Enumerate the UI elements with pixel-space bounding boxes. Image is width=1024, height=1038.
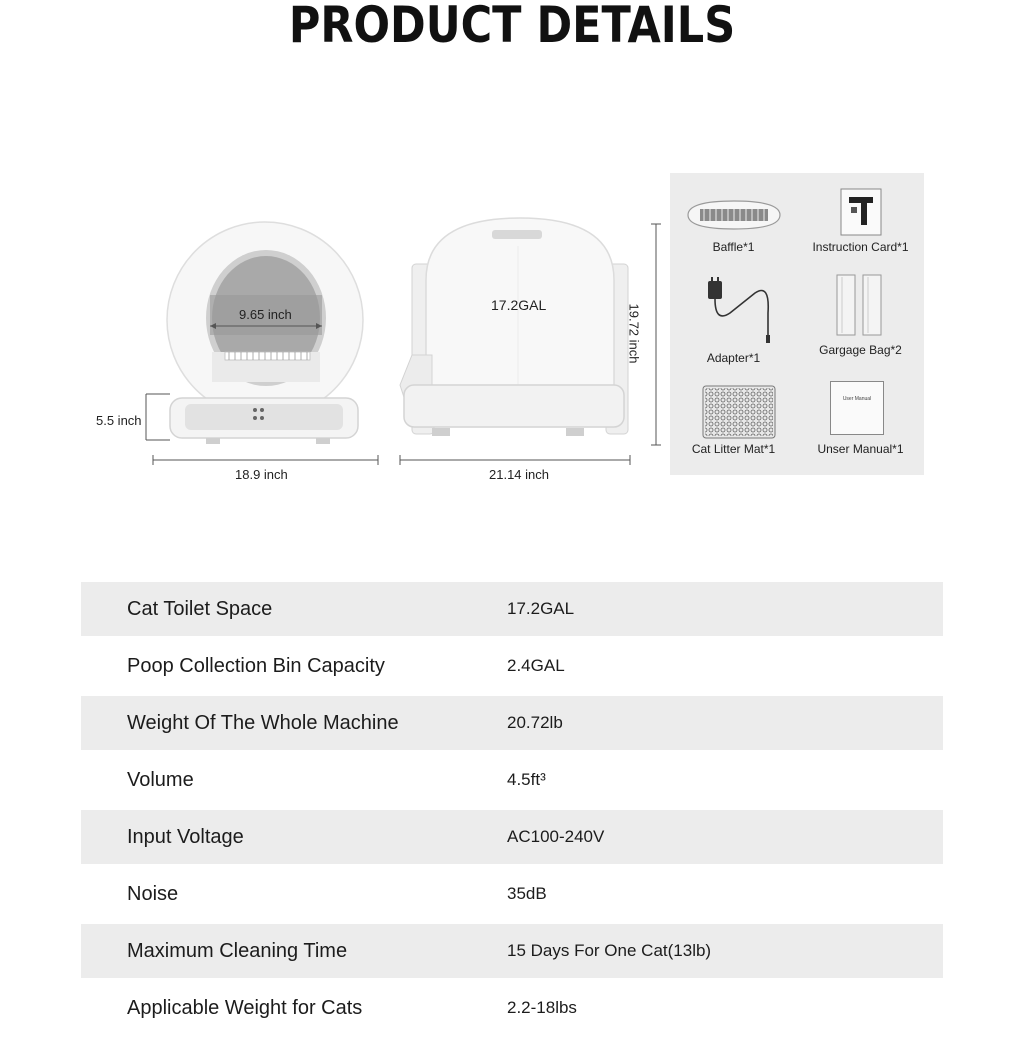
- front-opening-label: 9.65 inch: [239, 307, 292, 322]
- accessory-adapter: [670, 273, 797, 373]
- front-base-height-label: 5.5 inch: [96, 413, 142, 428]
- side-width-label: 21.14 inch: [489, 467, 549, 482]
- spec-label: Volume: [127, 768, 194, 791]
- product-illustration: [0, 160, 670, 490]
- side-capacity-label: 17.2GAL: [491, 297, 547, 313]
- accessory-label: Unser Manual*1: [817, 442, 904, 456]
- accessory-baffle: [670, 173, 797, 273]
- front-grill: [225, 352, 310, 360]
- manual-cover-text: User Manual: [842, 396, 872, 402]
- accessory-garbage-bag: [797, 273, 924, 373]
- baffle-icon: [684, 195, 784, 233]
- spec-table: [81, 582, 943, 1038]
- spec-label: Input Voltage: [127, 825, 244, 848]
- accessory-label: Adapter*1: [706, 351, 761, 365]
- spec-value: AC100-240V: [507, 827, 605, 846]
- accessories-panel: [670, 173, 924, 475]
- adapter-icon: [700, 273, 780, 345]
- spec-label: Applicable Weight for Cats: [127, 996, 363, 1019]
- spec-value: 15 Days For One Cat(13lb): [507, 941, 712, 960]
- spec-label: Maximum Cleaning Time: [127, 939, 348, 962]
- spec-row: [81, 867, 943, 921]
- spec-value: 35dB: [507, 884, 547, 903]
- garbage-bag-icon: [833, 273, 889, 337]
- accessory-label: Instruction Card*1: [812, 240, 909, 254]
- spec-label: Noise: [127, 882, 179, 905]
- spec-value: 17.2GAL: [507, 599, 575, 618]
- front-view-product: [146, 222, 378, 465]
- accessory-label: Cat Litter Mat*1: [691, 442, 776, 456]
- spec-value: 20.72lb: [507, 713, 563, 732]
- spec-value: 2.4GAL: [507, 656, 565, 675]
- accessory-user-manual: [797, 373, 924, 473]
- spec-row: [81, 696, 943, 750]
- page-title: PRODUCT DETAILS: [288, 0, 736, 54]
- spec-value: 2.2-18lbs: [507, 998, 577, 1017]
- front-width-label: 18.9 inch: [235, 467, 288, 482]
- spec-row: [81, 810, 943, 864]
- spec-row: [81, 924, 943, 978]
- spec-row: [81, 582, 943, 636]
- side-view-product: [400, 218, 661, 465]
- side-height-label: 19.72 inch: [626, 303, 642, 364]
- spec-label: Weight Of The Whole Machine: [127, 711, 399, 734]
- accessory-instruction-card: [797, 173, 924, 273]
- spec-label: Poop Collection Bin Capacity: [127, 654, 385, 677]
- spec-row: [81, 639, 943, 693]
- accessory-label: Gargage Bag*2: [819, 343, 902, 357]
- accessory-litter-mat: [670, 373, 797, 473]
- spec-row: [81, 981, 943, 1035]
- user-manual-icon: [830, 381, 884, 435]
- spec-value: 4.5ft³: [507, 770, 546, 789]
- spec-label: Cat Toilet Space: [127, 597, 273, 620]
- instruction-card-icon: [839, 187, 883, 237]
- accessory-label: Baffle*1: [712, 240, 755, 254]
- litter-mat-icon: [702, 385, 776, 439]
- spec-row: [81, 753, 943, 807]
